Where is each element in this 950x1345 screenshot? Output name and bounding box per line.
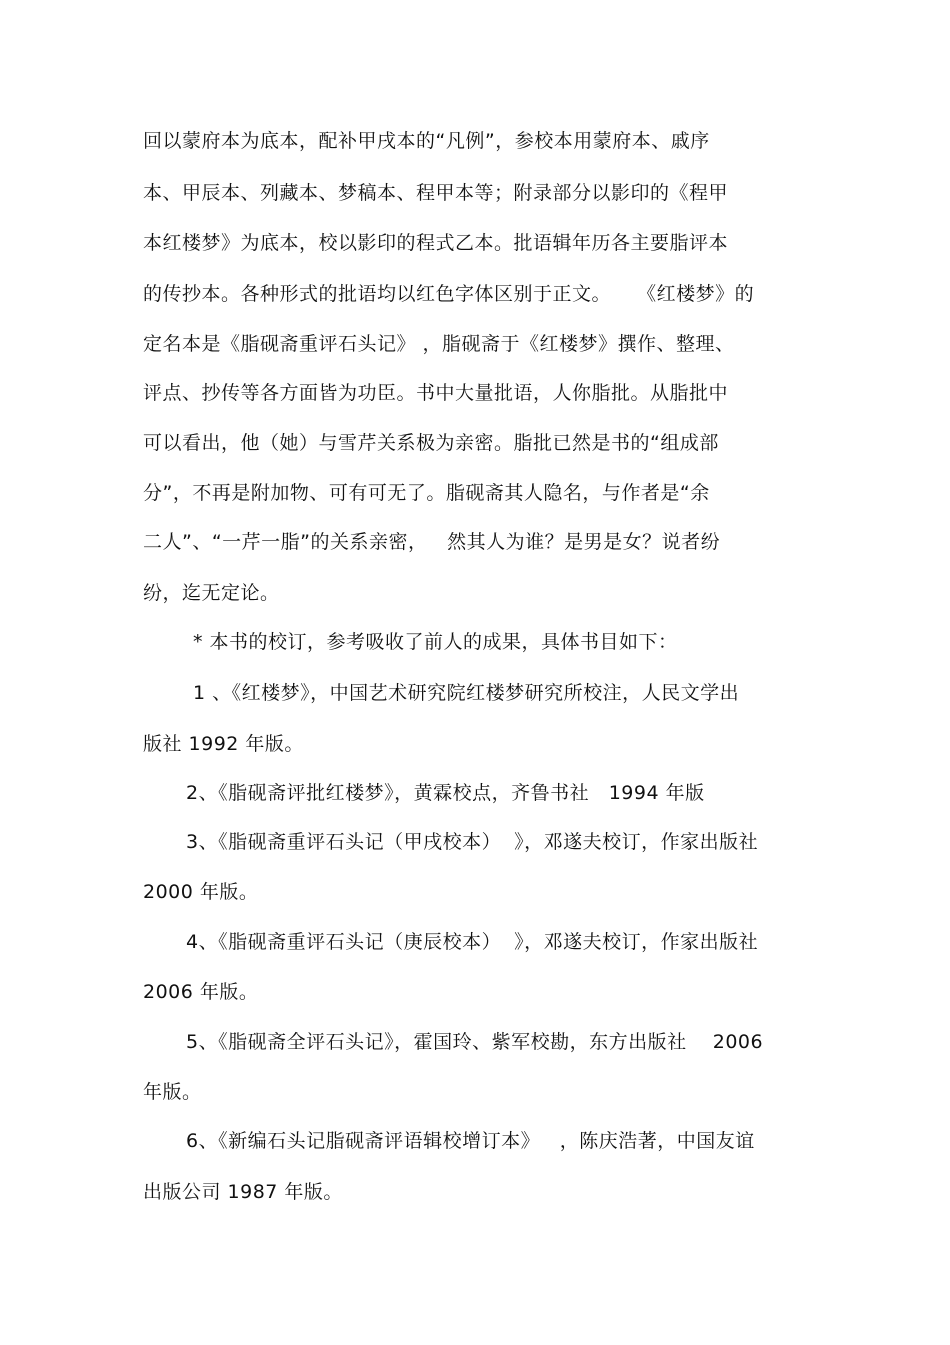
reference-line: 1 、《红楼梦》，中国艺术研究院红楼梦研究所校注，人民文学出 bbox=[193, 682, 740, 704]
paragraph-line: 评点、抄传等各方面皆为功臣。书中大量批语，人你脂批。从脂批中 bbox=[143, 382, 729, 404]
paragraph-line: 二人”、“一芹一脂”的关系亲密， 然其人为谁？是男是女？说者纷 bbox=[143, 531, 721, 553]
paragraph-line: 纷，迄无定论。 bbox=[143, 582, 280, 604]
paragraph-line: 可以看出，他（她）与雪芹关系极为亲密。脂批已然是书的“组成部 bbox=[143, 432, 719, 454]
paragraph-line: 定名本是《脂砚斋重评石头记》 ，脂砚斋于《红楼梦》撰作、整理、 bbox=[143, 333, 735, 355]
reference-line: 3、《脂砚斋重评石头记（甲戌校本） 》，邓遂夫校订，作家出版社 bbox=[186, 831, 759, 853]
reference-line: 4、《脂砚斋重评石头记（庚辰校本） 》，邓遂夫校订，作家出版社 bbox=[186, 931, 759, 953]
reference-line: 年版。 bbox=[143, 1081, 202, 1103]
reference-line: 6、《新编石头记脂砚斋评语辑校增订本》 ，陈庆浩著，中国友谊 bbox=[186, 1130, 755, 1152]
paragraph-line: 本红楼梦》为底本，校以影印的程式乙本。批语辑年历各主要脂评本 bbox=[143, 232, 729, 254]
reference-line: 2006 年版。 bbox=[143, 981, 259, 1003]
paragraph-line: 的传抄本。各种形式的批语均以红色字体区别于正文。 《红楼梦》的 bbox=[143, 283, 755, 305]
reference-line: 5、《脂砚斋全评石头记》，霍国玲、紫军校勘，东方出版社 2006 bbox=[186, 1031, 764, 1053]
paragraph-line: 本、甲辰本、列藏本、梦稿本、程甲本等；附录部分以影印的《程甲 bbox=[143, 182, 729, 204]
reference-line: 版社 1992 年版。 bbox=[143, 733, 304, 755]
reference-line: 2、《脂砚斋评批红楼梦》，黄霖校点，齐鲁书社 1994 年版 bbox=[186, 782, 705, 804]
note-line: * 本书的校订，参考吸收了前人的成果，具体书目如下： bbox=[193, 631, 678, 653]
paragraph-line: 回以蒙府本为底本，配补甲戌本的“凡例”，参校本用蒙府本、戚序 bbox=[143, 130, 710, 152]
reference-line: 出版公司 1987 年版。 bbox=[143, 1181, 343, 1203]
reference-line: 2000 年版。 bbox=[143, 881, 259, 903]
paragraph-line: 分”，不再是附加物、可有可无了。脂砚斋其人隐名，与作者是“余 bbox=[143, 482, 710, 504]
